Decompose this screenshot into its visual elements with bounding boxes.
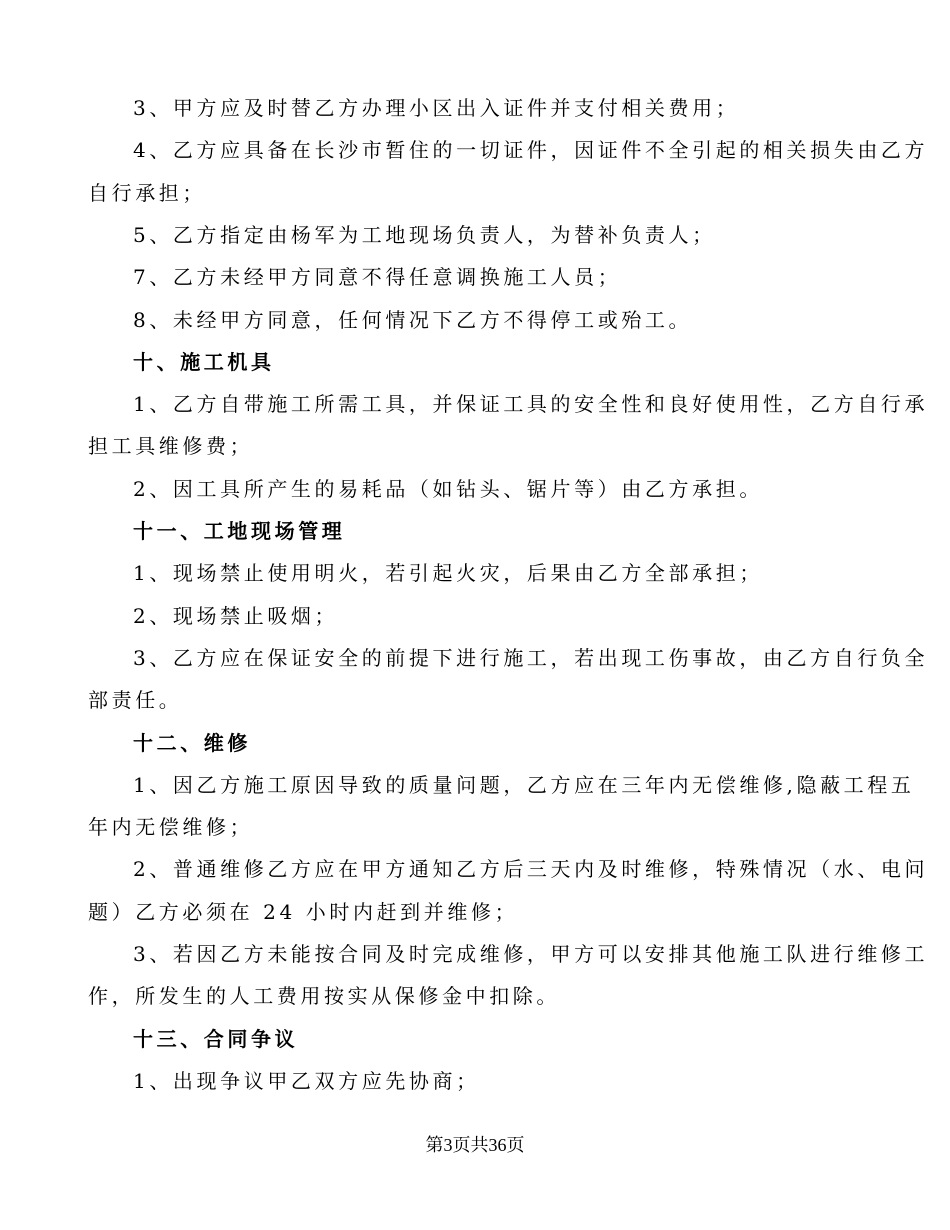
clause-line: 1、出现争议甲乙双方应先协商； (133, 1068, 480, 1093)
clause-line: 1、因乙方施工原因导致的质量问题，乙方应在三年内无偿维修,隐蔽工程五 (133, 772, 915, 797)
clause-line: 5、乙方指定由杨军为工地现场负责人，为替补负责人； (133, 222, 716, 247)
clause-line: 3、甲方应及时替乙方办理小区出入证件并支付相关费用； (133, 96, 740, 120)
clause-line: 1、乙方自带施工所需工具，并保证工具的安全性和良好使用性，乙方自行承 (133, 392, 929, 417)
clause-line: 4、乙方应具备在长沙市暂住的一切证件，因证件不全引起的相关损失由乙方 (133, 138, 929, 163)
page-footer: 第3页共36页 (425, 1135, 525, 1155)
paragraph-continuation: 题）乙方必须在 24 小时内赶到并维修； (88, 899, 519, 924)
section-heading: 十一、工地现场管理 (133, 519, 346, 543)
paragraph-continuation: 作，所发生的人工费用按实从保修金中扣除。 (88, 984, 560, 1009)
clause-line: 7、乙方未经甲方同意不得任意调换施工人员； (133, 265, 622, 290)
paragraph-continuation: 部责任。 (88, 688, 183, 713)
clause-line: 2、现场禁止吸烟； (133, 603, 339, 628)
clause-line: 2、普通维修乙方应在甲方通知乙方后三天内及时维修，特殊情况（水、电问 (133, 857, 929, 882)
section-heading: 十、施工机具 (133, 349, 275, 374)
section-heading: 十三、合同争议 (133, 1026, 299, 1051)
paragraph-continuation: 年内无偿维修； (88, 815, 254, 840)
clause-line: 8、未经甲方同意，任何情况下乙方不得停工或殆工。 (133, 307, 693, 332)
paragraph-continuation: 担工具维修费； (88, 434, 254, 459)
paragraph-continuation: 自行承担； (88, 180, 206, 205)
section-heading: 十二、维修 (133, 730, 251, 755)
clause-line: 2、因工具所产生的易耗品（如钻头、锯片等）由乙方承担。 (133, 476, 763, 501)
clause-line: 1、现场禁止使用明火，若引起火灾，后果由乙方全部承担； (133, 561, 763, 586)
clause-line: 3、乙方应在保证安全的前提下进行施工，若出现工伤事故，由乙方自行负全 (133, 645, 929, 670)
clause-line: 3、若因乙方未能按合同及时完成维修，甲方可以安排其他施工队进行维修工 (133, 942, 929, 966)
